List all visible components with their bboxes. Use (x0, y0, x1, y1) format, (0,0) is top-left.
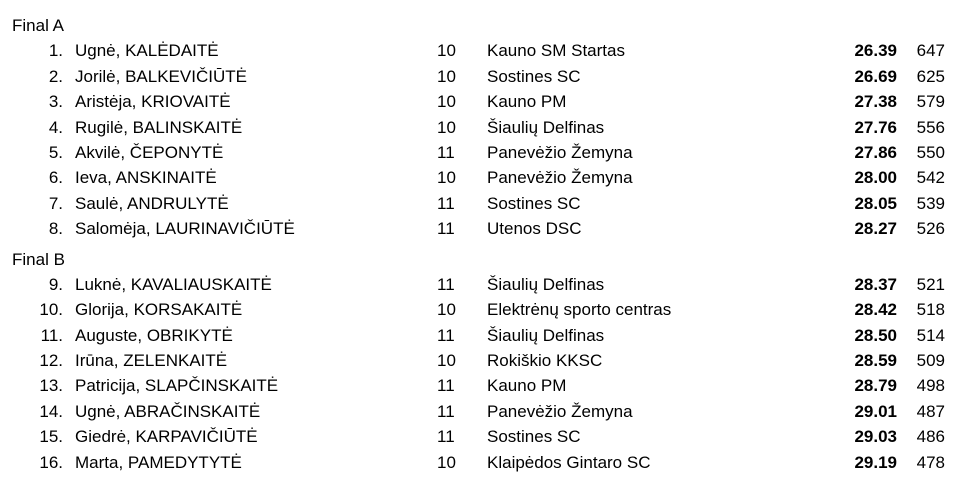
rank: 2. (48, 66, 63, 86)
result-row (12, 64, 979, 89)
points: 514 (916, 325, 945, 345)
result-time: 28.05 (854, 193, 897, 213)
result-row (12, 115, 979, 140)
rank: 3. (48, 92, 63, 112)
points: 486 (916, 427, 945, 447)
club-name: Sostines SC (487, 66, 581, 86)
points: 521 (916, 274, 945, 294)
rank: 13. (39, 376, 63, 396)
age: 10 (437, 168, 456, 188)
age: 10 (437, 41, 456, 61)
club-name: Šiaulių Delfinas (487, 274, 605, 294)
swimmer-name: Patricija, SLAPČINSKAITĖ (75, 376, 279, 396)
club-name: Kauno SM Startas (487, 41, 625, 61)
result-time: 28.00 (854, 168, 897, 188)
age: 11 (437, 274, 455, 294)
result-row (12, 165, 979, 190)
club-name: Panevėžio Žemyna (487, 168, 633, 188)
rank: 8. (48, 219, 63, 239)
points: 539 (916, 193, 945, 213)
rank: 14. (39, 401, 63, 421)
club-name: Sostines SC (487, 193, 581, 213)
club-name: Šiaulių Delfinas (487, 325, 605, 345)
rank: 1. (48, 41, 63, 61)
age: 10 (437, 351, 456, 371)
final-section (12, 247, 979, 476)
rank: 5. (48, 142, 63, 162)
rank: 10. (39, 300, 63, 320)
result-row (12, 272, 979, 297)
result-time: 26.69 (854, 66, 897, 86)
points: 542 (916, 168, 945, 188)
result-row (12, 399, 979, 424)
rank: 6. (48, 168, 63, 188)
result-time: 28.50 (854, 325, 897, 345)
points: 526 (916, 219, 945, 239)
result-row (12, 323, 979, 348)
result-time: 28.42 (854, 300, 897, 320)
rank: 4. (48, 117, 63, 137)
swimmer-name: Ugnė, ABRAČINSKAITĖ (75, 401, 261, 421)
points: 487 (916, 401, 945, 421)
section-title: Final A (12, 16, 64, 35)
points: 498 (916, 376, 945, 396)
rank: 9. (48, 274, 63, 294)
age: 11 (437, 427, 455, 447)
result-row (12, 216, 979, 241)
rank: 11. (40, 325, 63, 345)
points: 550 (916, 142, 945, 162)
age: 10 (437, 300, 456, 320)
age: 11 (437, 325, 455, 345)
club-name: Klaipėdos Gintaro SC (487, 452, 651, 472)
result-row (12, 424, 979, 449)
club-name: Panevėžio Žemyna (487, 142, 633, 162)
result-row (12, 191, 979, 216)
result-time: 28.79 (854, 376, 897, 396)
result-time: 28.59 (854, 351, 897, 371)
result-row (12, 38, 979, 63)
result-time: 29.19 (854, 452, 897, 472)
club-name: Rokiškio KKSC (487, 351, 603, 371)
result-time: 29.01 (854, 401, 897, 421)
result-time: 28.27 (854, 219, 897, 239)
age: 10 (437, 117, 456, 137)
swimmer-name: Aristėja, KRIOVAITĖ (75, 92, 231, 112)
points: 478 (916, 452, 945, 472)
result-row (12, 348, 979, 373)
swimmer-name: Glorija, KORSAKAITĖ (75, 300, 243, 320)
club-name: Elektrėnų sporto centras (487, 300, 672, 320)
result-row (12, 373, 979, 398)
club-name: Utenos DSC (487, 219, 582, 239)
rank: 12. (39, 351, 63, 371)
rank: 7. (48, 193, 63, 213)
club-name: Panevėžio Žemyna (487, 401, 633, 421)
swimmer-name: Irūna, ZELENKAITĖ (75, 351, 228, 371)
rank: 16. (39, 452, 63, 472)
points: 625 (916, 66, 945, 86)
swimmer-name: Ugnė, KALĖDAITĖ (75, 41, 219, 61)
points: 647 (916, 41, 945, 61)
points: 518 (916, 300, 945, 320)
age: 11 (437, 219, 455, 239)
result-row (12, 140, 979, 165)
swimmer-name: Rugilė, BALINSKAITĖ (75, 117, 243, 137)
result-time: 29.03 (854, 427, 897, 447)
club-name: Šiaulių Delfinas (487, 117, 605, 137)
result-time: 28.37 (854, 274, 897, 294)
result-time: 27.76 (854, 117, 897, 137)
age: 10 (437, 66, 456, 86)
result-time: 26.39 (854, 41, 897, 61)
result-time: 27.38 (854, 92, 897, 112)
rank: 15. (39, 427, 63, 447)
swimmer-name: Giedrė, KARPAVIČIŪTĖ (75, 427, 258, 447)
swimmer-name: Jorilė, BALKEVIČIŪTĖ (75, 66, 247, 86)
swimmer-name: Salomėja, LAURINAVIČIŪTĖ (75, 219, 295, 239)
club-name: Sostines SC (487, 427, 581, 447)
swimmer-name: Ieva, ANSKINAITĖ (75, 168, 217, 188)
result-row (12, 89, 979, 114)
points: 509 (916, 351, 945, 371)
result-row (12, 450, 979, 475)
result-time: 27.86 (854, 142, 897, 162)
age: 11 (437, 376, 455, 396)
swimmer-name: Saulė, ANDRULYTĖ (75, 193, 229, 213)
section-rows (12, 272, 979, 475)
swimmer-name: Marta, PAMEDYTYTĖ (75, 452, 242, 472)
swimmer-name: Auguste, OBRIKYTĖ (75, 325, 233, 345)
age: 11 (437, 193, 455, 213)
points: 556 (916, 117, 945, 137)
age: 10 (437, 452, 456, 472)
swimmer-name: Luknė, KAVALIAUSKAITĖ (75, 274, 272, 294)
section-rows (12, 38, 979, 241)
club-name: Kauno PM (487, 92, 567, 112)
swimmer-name: Akvilė, ČEPONYTĖ (75, 142, 224, 162)
club-name: Kauno PM (487, 376, 567, 396)
age: 11 (437, 401, 455, 421)
result-row (12, 297, 979, 322)
age: 10 (437, 92, 456, 112)
age: 11 (437, 142, 455, 162)
section-title: Final B (12, 249, 65, 269)
final-section (12, 13, 979, 242)
points: 579 (916, 92, 945, 112)
